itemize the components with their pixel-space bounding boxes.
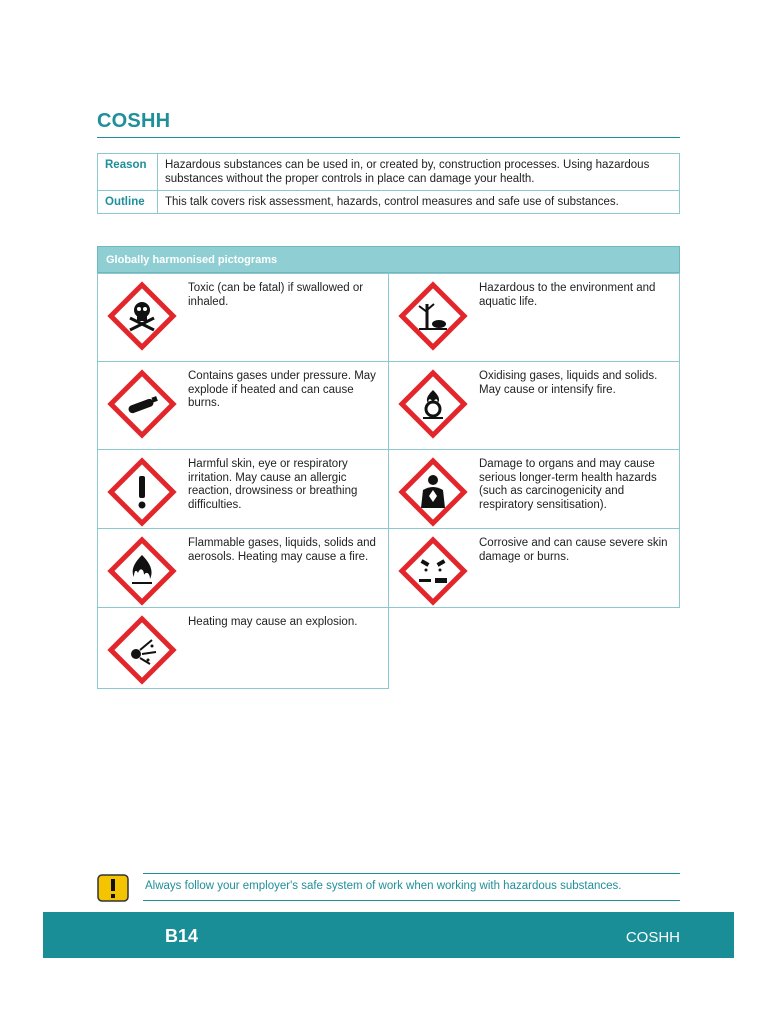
reason-text: Hazardous substances can be used in, or created by, construction processes. Using hazardous substances without the proper controls in place can damage your health. [158, 154, 680, 191]
warning-exclamation-icon [97, 874, 129, 902]
warning-rule-top [143, 873, 680, 874]
skull-crossbones-icon [106, 280, 178, 352]
reason-label: Reason [98, 154, 158, 191]
pictogram-text: Hazardous to the environment and aquatic life. [479, 282, 656, 308]
pictogram-cell-explosive [97, 607, 389, 689]
outline-text: This talk covers risk assessment, hazards, control measures and safe use of substances. [158, 191, 680, 214]
pictogram-text: Harmful skin, eye or respiratory irritation. May cause an allergic reaction, drowsiness or breathing difficulties. [188, 458, 358, 511]
pictogram-text: Damage to organs and may cause serious longer-term health hazards (such as carcinogenicity and respiratory sensitisation). [479, 458, 657, 511]
exclamation-mark-icon [106, 456, 178, 528]
pictogram-grid [97, 246, 680, 689]
warning-rule-bottom [143, 900, 680, 901]
corrosion-icon [397, 535, 469, 607]
pictogram-cell-corrosive [388, 528, 680, 608]
flame-icon [106, 535, 178, 607]
pictogram-text: Contains gases under pressure. May explode if heated and can cause burns. [188, 370, 376, 409]
footer-bar [43, 912, 734, 958]
pictogram-text: Flammable gases, liquids, solids and aerosols. Heating may cause a fire. [188, 537, 376, 563]
pictogram-text: Toxic (can be fatal) if swallowed or inhaled. [188, 282, 364, 308]
table-row [98, 154, 680, 191]
pictogram-text: Corrosive and can cause severe skin damage or burns. [479, 537, 668, 563]
page-title: COSHH [97, 110, 171, 132]
pictogram-cell-health [388, 449, 680, 529]
pictogram-cell-environment [388, 273, 680, 362]
gas-cylinder-icon [106, 368, 178, 440]
flame-over-circle-icon [397, 368, 469, 440]
pictogram-cell-gas [97, 361, 389, 450]
footer-code: B14 [165, 926, 199, 946]
pictogram-heading: Globally harmonised pictograms [97, 246, 680, 273]
footer-name: COSHH [625, 929, 680, 946]
info-table [97, 153, 680, 214]
environment-icon [397, 280, 469, 352]
pictogram-cell-harmful [97, 449, 389, 529]
pictogram-text: Heating may cause an explosion. [188, 616, 358, 628]
outline-label: Outline [98, 191, 158, 214]
exploding-bomb-icon [106, 614, 178, 686]
warning-text: Always follow your employer's safe system of work when working with hazardous substances. [145, 880, 622, 892]
health-hazard-icon [397, 456, 469, 528]
pictogram-text: Oxidising gases, liquids and solids. May cause or intensify fire. [479, 370, 658, 396]
pictogram-cell-flammable [97, 528, 389, 608]
pictogram-cell-oxidising [388, 361, 680, 450]
title-rule [97, 137, 680, 138]
pictogram-cell-toxic [97, 273, 389, 362]
table-row [98, 191, 680, 214]
